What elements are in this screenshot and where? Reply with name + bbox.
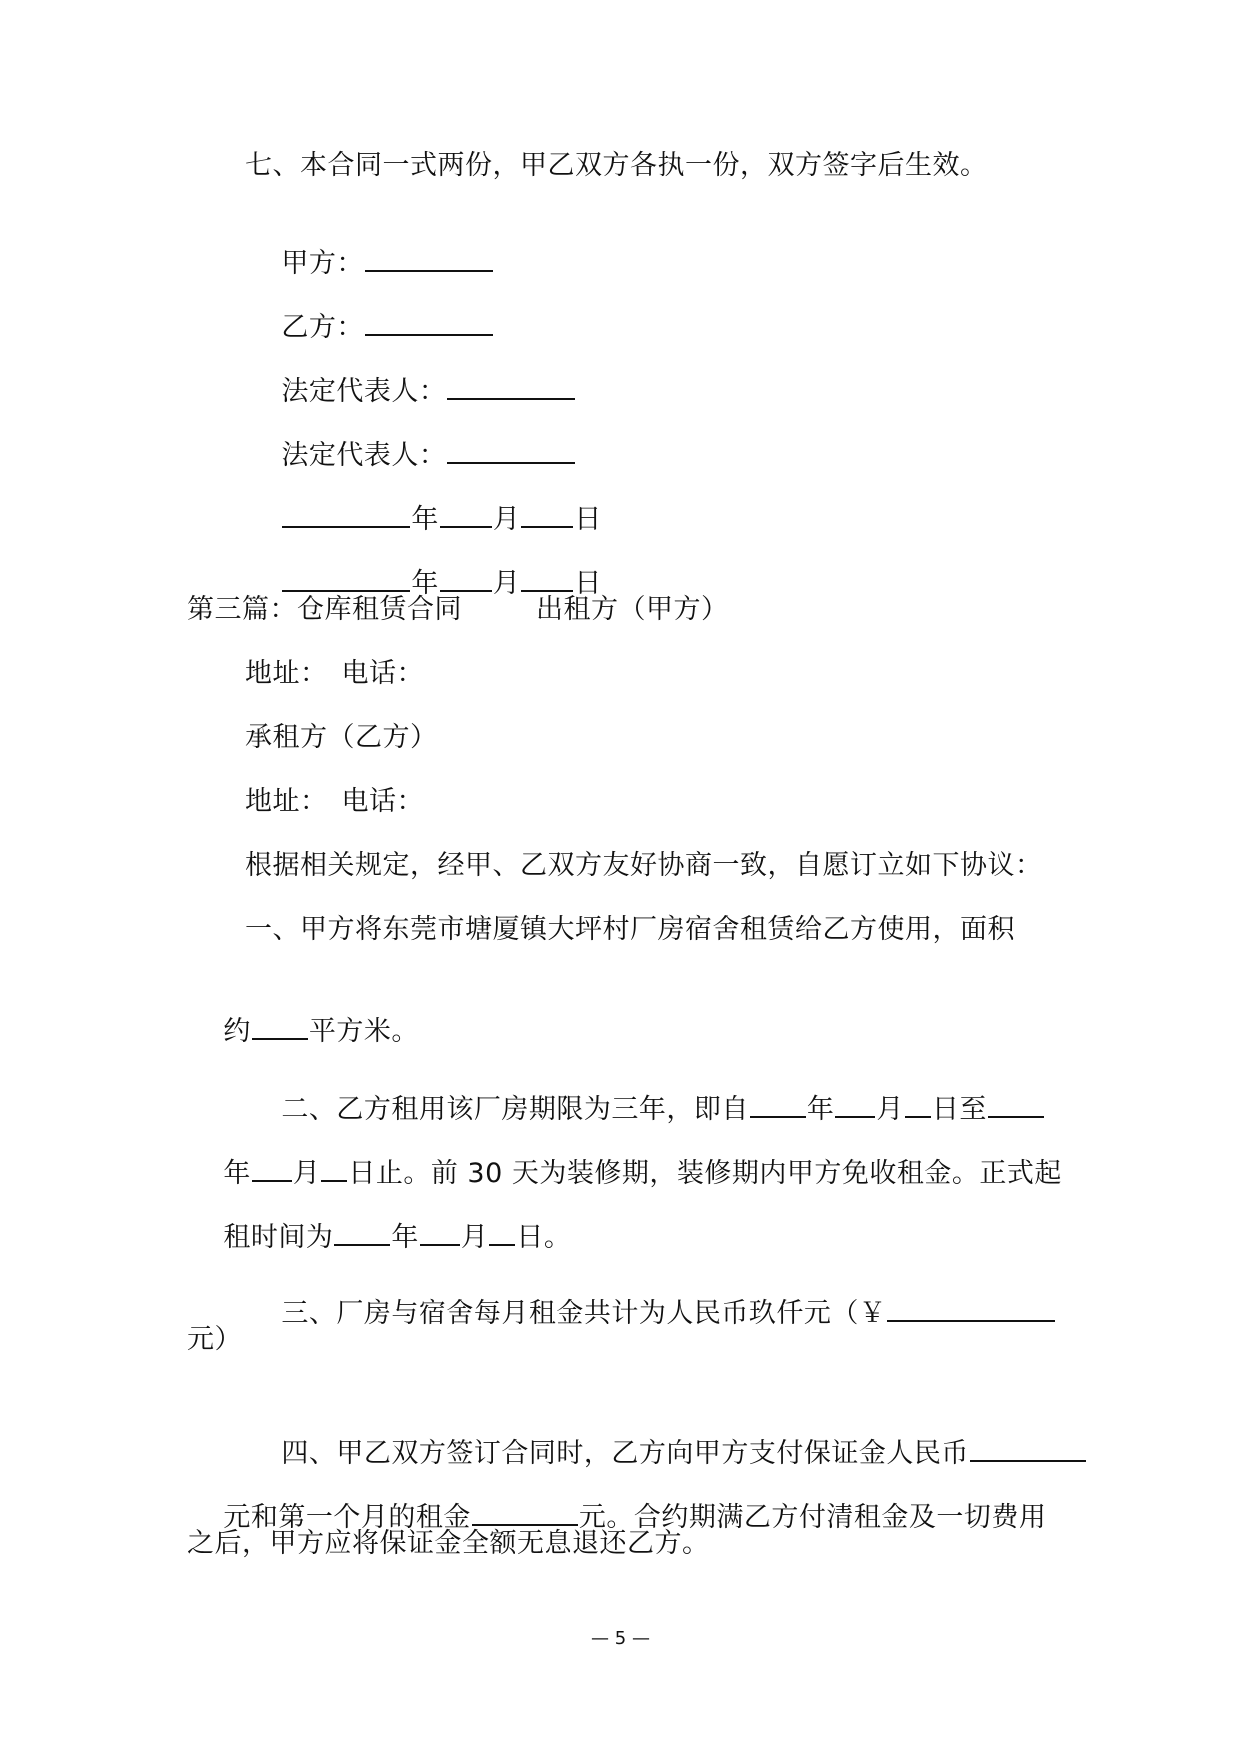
page-number: — 5 — — [591, 1628, 650, 1649]
rep-2-blank[interactable] — [447, 436, 575, 464]
date-2-day-label: 日 — [574, 568, 602, 599]
date-2-month-blank[interactable] — [440, 564, 492, 592]
end-month-blank[interactable] — [252, 1154, 292, 1182]
clause-3-text: 三、厂房与宿舍每月租金共计为人民币玖仟元（￥ — [281, 1298, 887, 1329]
clause-2-month-label: 月 — [876, 1094, 904, 1125]
rent-start-month-blank[interactable] — [420, 1218, 460, 1246]
clause-4-text-c: 元。合约期满乙方付清租金及一切费用 — [578, 1502, 1047, 1533]
clause-4-text-a: 四、甲乙双方签订合同时，乙方向甲方支付保证金人民币 — [281, 1438, 969, 1469]
date-2-year-blank[interactable] — [282, 564, 410, 592]
clause-2-text-b: 日止。前 30 天为装修期，装修期内甲方免收租金。正式起 — [348, 1158, 1062, 1189]
start-year-blank[interactable] — [750, 1090, 806, 1118]
rent-amount-blank[interactable] — [887, 1294, 1055, 1322]
rep-1-blank[interactable] — [447, 372, 575, 400]
rent-start-day-blank[interactable] — [489, 1218, 515, 1246]
clause-3-line-2: 元） — [187, 1324, 242, 1355]
date-2-year-label: 年 — [411, 568, 439, 599]
date-2-day-blank[interactable] — [521, 564, 573, 592]
rent-start-year-label: 年 — [391, 1222, 419, 1253]
lessee-label: 承租方（乙方） — [245, 722, 438, 753]
date-1-year-label: 年 — [411, 504, 439, 535]
date-1-day-blank[interactable] — [521, 500, 573, 528]
intro-paragraph: 根据相关规定，经甲、乙双方友好协商一致，自愿订立如下协议： — [245, 850, 1043, 881]
clause-1-line-1: 一、甲方将东莞市塘厦镇大坪村厂房宿舍租赁给乙方使用，面积 — [245, 914, 1015, 945]
clause-2-end-year-label: 年 — [223, 1158, 251, 1189]
date-1-year-blank[interactable] — [282, 500, 410, 528]
clause-7: 七、本合同一式两份，甲乙双方各执一份，双方签字后生效。 — [245, 150, 988, 181]
section-3-title: 第三篇：仓库租赁合同 — [187, 594, 462, 625]
end-day-blank[interactable] — [321, 1154, 347, 1182]
clause-2-year-label: 年 — [806, 1094, 835, 1125]
lessor-label: 出租方（甲方） — [536, 594, 729, 625]
rent-start-year-blank[interactable] — [334, 1218, 390, 1246]
start-day-blank[interactable] — [905, 1090, 931, 1118]
clause-1-about: 约 — [223, 1016, 251, 1047]
clause-3-line-1 — [245, 1258, 1056, 1368]
clause-2-text-a: 二、乙方租用该厂房期限为三年，即自 — [281, 1094, 749, 1125]
rent-start-day-label: 日。 — [516, 1222, 572, 1253]
clause-1-unit: 平方米。 — [308, 1016, 419, 1047]
rent-start-month-label: 月 — [460, 1222, 489, 1253]
date-1-month-blank[interactable] — [440, 500, 492, 528]
area-blank[interactable] — [252, 1012, 308, 1040]
party-b-blank[interactable] — [365, 308, 493, 336]
first-month-rent-blank[interactable] — [472, 1498, 578, 1526]
date-1-day-label: 日 — [574, 504, 602, 535]
deposit-blank[interactable] — [970, 1434, 1086, 1462]
clause-2-end-month-label: 月 — [292, 1158, 321, 1189]
clause-4-text-b: 元和第一个月的租金 — [223, 1502, 471, 1533]
party-a-blank[interactable] — [365, 244, 493, 272]
clause-4-line-3: 之后，甲方应将保证金全额无息退还乙方。 — [187, 1528, 710, 1559]
date-1-month-label: 月 — [492, 504, 521, 535]
date-2-month-label: 月 — [492, 568, 521, 599]
address-phone-2: 地址： 电话： — [245, 786, 424, 817]
rep-2-label: 法定代表人： — [281, 440, 447, 471]
clause-2-text-c: 租时间为 — [223, 1222, 334, 1253]
address-phone-1: 地址： 电话： — [245, 658, 424, 689]
end-year-blank-start[interactable] — [988, 1090, 1044, 1118]
party-a-label: 甲方： — [281, 248, 364, 279]
clause-2-day-label: 日至 — [931, 1094, 987, 1125]
rep-1-label: 法定代表人： — [281, 376, 447, 407]
party-b-label: 乙方： — [281, 312, 364, 343]
start-month-blank[interactable] — [835, 1090, 875, 1118]
